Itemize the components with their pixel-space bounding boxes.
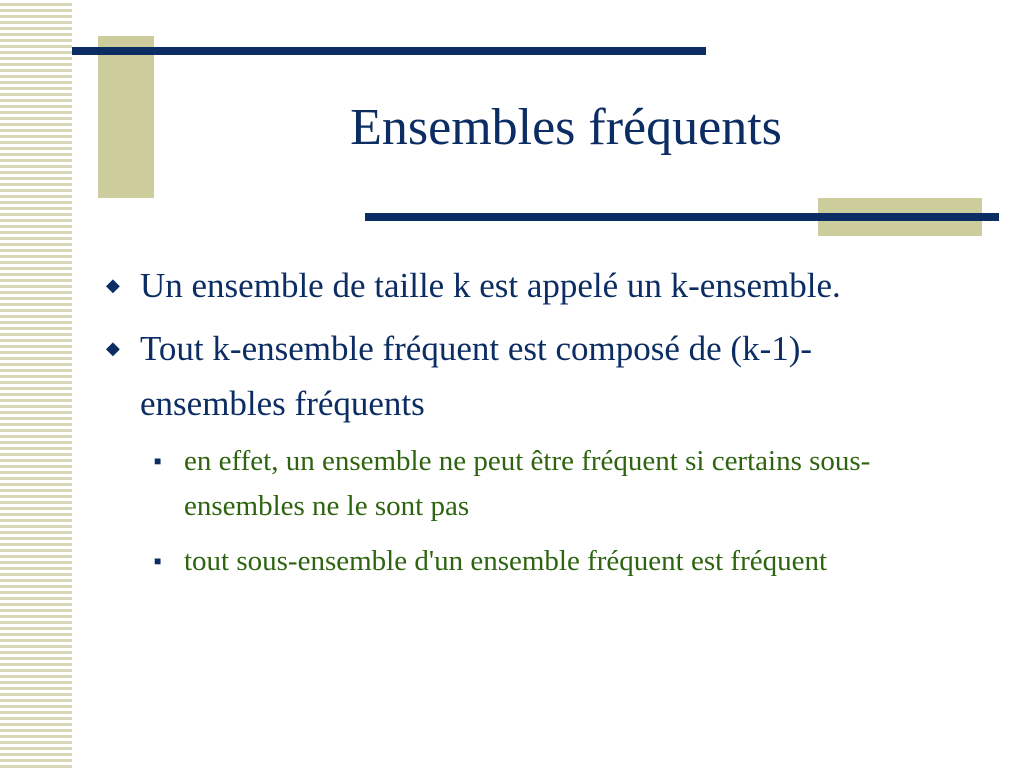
diamond-bullet-icon: ◆ xyxy=(106,275,120,295)
navy-line-bottom xyxy=(365,213,999,221)
striped-sidebar-decoration xyxy=(0,0,72,768)
tan-block-top-left xyxy=(98,36,154,198)
slide-body xyxy=(100,258,940,594)
square-bullet-icon: ■ xyxy=(154,554,162,568)
bullet-text: Un ensemble de taille k est appelé un k-ensemble. xyxy=(140,266,841,305)
bullet-text: Tout k-ensemble fréquent est composé de (k-1)-ensembles fréquents xyxy=(140,329,813,423)
subbullet-text: tout sous-ensemble d'un ensemble fréquent est fréquent xyxy=(184,545,828,577)
subbullet-text: en effet, un ensemble ne peut être fréquent si certains sous-ensembles ne le sont pas xyxy=(184,445,871,522)
slide-title: Ensembles fréquents xyxy=(350,99,782,156)
bullet-item xyxy=(100,321,940,431)
square-bullet-icon: ■ xyxy=(154,454,162,468)
bullet-item xyxy=(100,258,940,313)
navy-line-top xyxy=(72,47,706,55)
diamond-bullet-icon: ◆ xyxy=(106,338,120,358)
subbullet-item xyxy=(100,439,940,529)
subbullet-item xyxy=(100,539,940,584)
